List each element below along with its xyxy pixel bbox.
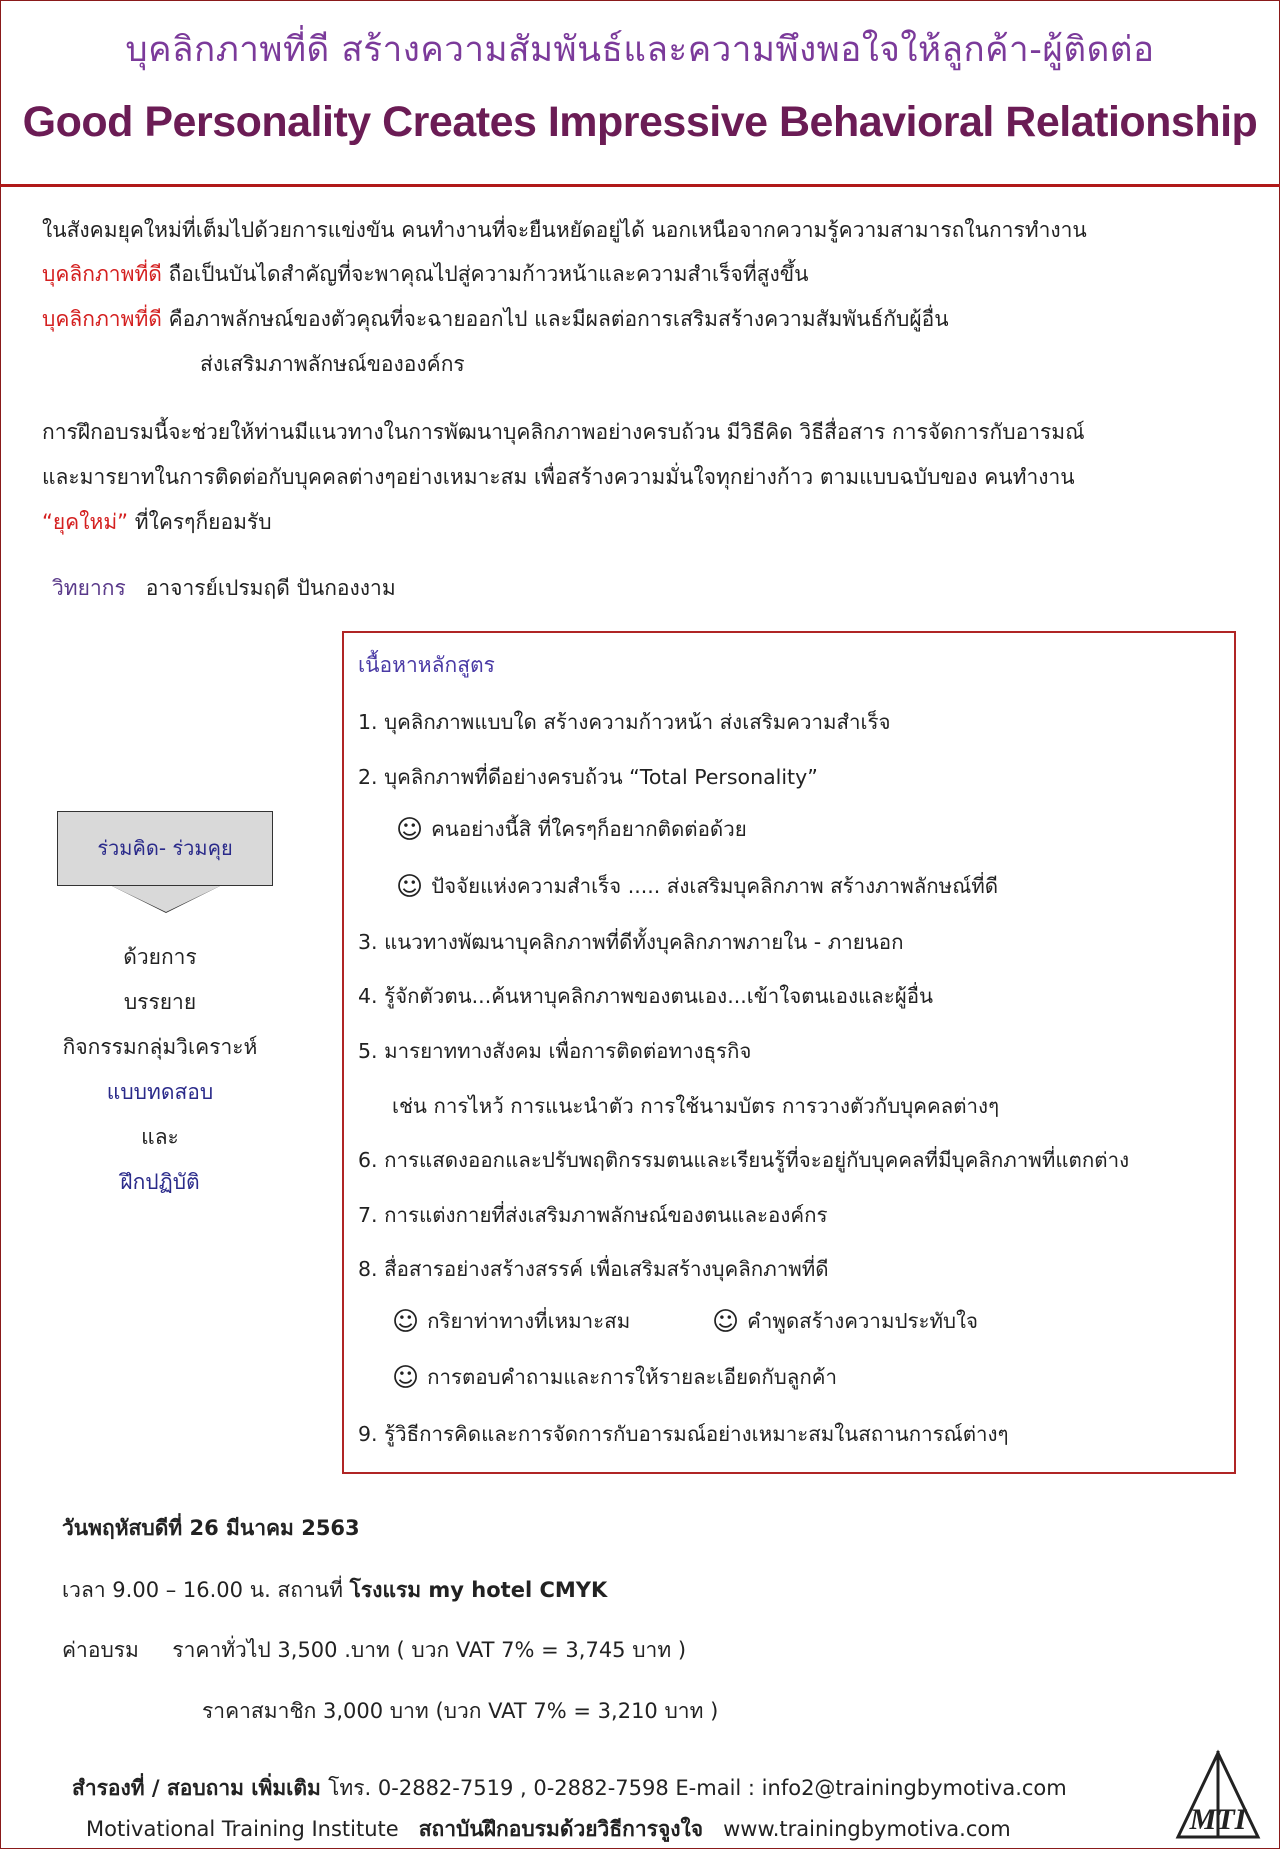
highlight-new-era: “ยุคใหม่” — [42, 510, 129, 534]
course-subitem: ☺ ปัจจัยแห่งความสำเร็จ ..... ส่งเสริมบุคลิกภาพ สร้างภาพลักษณ์ที่ดี — [396, 872, 999, 902]
speaker-label: วิทยากร — [52, 576, 126, 600]
page-title-thai: บุคลิกภาพที่ดี สร้างความสัมพันธ์และความพึงพอใจให้ลูกค้า-ผู้ติดต่อ — [125, 30, 1155, 70]
intro-line-2 — [42, 258, 808, 291]
down-arrow-icon — [112, 886, 220, 912]
page-title-english: Good Personality Creates Impressive Behavioral Relationship — [22, 98, 1258, 146]
intro-line-2-text: ถือเป็นบันไดสำคัญที่จะพาคุณไปสู่ความก้าวหน้าและความสำเร็จที่สูงขึ้น — [161, 262, 809, 286]
event-date: วันพฤหัสบดีที่ 26 มีนาคม 2563 — [62, 1516, 360, 1540]
intro-line-3-text: คือภาพลักษณ์ของตัวคุณที่จะฉายออกไป และมีผลต่อการเสริมสร้างความสัมพันธ์กับผู้อื่น — [161, 307, 949, 331]
course-item-2: 2. บุคลิกภาพที่ดีอย่างครบถ้วน “Total Personality” — [358, 765, 818, 789]
venue-name: โรงแรม my hotel CMYK — [349, 1578, 608, 1602]
method-item: แบบทดสอบ — [106, 1080, 214, 1104]
course-item-3: 3. แนวทางพัฒนาบุคลิกภาพที่ดีทั้งบุคลิกภาพภายใน - ภายนอก — [358, 930, 904, 954]
course-subitem: เช่น การไหว้ การแนะนำตัว การใช้นามบัตร การวางตัวกับบุคคลต่างๆ — [392, 1094, 1000, 1118]
header — [0, 0, 1280, 187]
website-link[interactable]: www.trainingbymotiva.com — [723, 1817, 1011, 1841]
smiley-icon: ☺ — [396, 815, 424, 845]
training-methods — [30, 935, 290, 1205]
institute-line — [86, 1813, 1011, 1846]
fee-member: ราคาสมาชิก 3,000 บาท (บวก VAT 7% = 3,210 บาท ) — [202, 1699, 719, 1723]
method-item: กิจกรรมกลุ่มวิเคราะห์ — [62, 1035, 258, 1059]
highlight-good-personality: บุคลิกภาพที่ดี — [42, 307, 162, 331]
smiley-icon: ☺ — [392, 1363, 420, 1393]
highlight-good-personality: บุคลิกภาพที่ดี — [42, 262, 162, 286]
speaker-name: อาจารย์เปรมฤดี ปันกองงาม — [145, 576, 396, 600]
course-item-8: 8. สื่อสารอย่างสร้างสรรค์ เพื่อเสริมสร้างบุคลิกภาพที่ดี — [358, 1257, 829, 1281]
course-item-9: 9. รู้วิธีการคิดและการจัดการกับอารมณ์อย่างเหมาะสมในสถานการณ์ต่างๆ — [358, 1422, 1009, 1446]
purpose-line-2: และมารยาทในการติดต่อกับบุคคลต่างๆอย่างเหมาะสม เพื่อสร้างความมั่นใจทุกย่างก้าว ตามแบบฉบับของ คนทำงาน — [42, 465, 1075, 489]
course-item-6: 6. การแสดงออกและปรับพฤติกรรมตนและเรียนรู้ที่จะอยู่กับบุคคลที่มีบุคลิกภาพที่แตกต่าง — [358, 1148, 1130, 1172]
smiley-icon: ☺ — [712, 1307, 740, 1337]
intro-line-1: ในสังคมยุคใหม่ที่เต็มไปด้วยการแข่งขัน คนทำงานที่จะยืนหยัดอยู่ได้ นอกเหนือจากความรู้ความสามารถในการทำงาน — [42, 218, 1087, 242]
fee-general: ค่าอบรม ราคาทั่วไป 3,500 .บาท ( บวก VAT 7% = 3,745 บาท ) — [62, 1638, 687, 1662]
course-subitem: ☺ กริยาท่าทางที่เหมาะสม — [392, 1307, 631, 1337]
logo-text: MTI — [1189, 1803, 1247, 1836]
event-time-venue: เวลา 9.00 – 16.00 น. สถานที่ โรงแรม my hotel CMYK — [62, 1578, 608, 1602]
intro-line-3 — [42, 303, 949, 336]
intro-line-4: ส่งเสริมภาพลักษณ์ขององค์กร — [200, 352, 465, 376]
method-item: ฝึกปฏิบัติ — [120, 1170, 200, 1194]
method-item: และ — [141, 1125, 179, 1149]
mti-logo — [1172, 1749, 1264, 1841]
course-subitem: ☺ คนอย่างนี้สิ ที่ใครๆก็อยากติดต่อด้วย — [396, 815, 747, 845]
speaker — [52, 572, 396, 605]
course-item-5: 5. มารยาททางสังคม เพื่อการติดต่อทางธุรกิจ — [358, 1039, 752, 1063]
institute-thai: สถาบันฝึกอบรมด้วยวิธีการจูงใจ — [418, 1817, 704, 1841]
smiley-icon: ☺ — [396, 872, 424, 902]
contact-line: สำรองที่ / สอบถาม เพิ่มเติม โทร. 0-2882-7519 , 0-2882-7598 E-mail : info2@trainingbymotiva.com — [72, 1776, 1067, 1800]
method-item: ด้วยการ — [123, 945, 197, 969]
course-content-title: เนื้อหาหลักสูตร — [358, 653, 495, 677]
purpose-line-1: การฝึกอบรมนี้จะช่วยให้ท่านมีแนวทางในการพัฒนาบุคลิกภาพอย่างครบถ้วน มีวิธีคิด วิธีสื่อสาร การจัดการกับอารมณ์ — [42, 420, 1085, 444]
callout-box: ร่วมคิด- ร่วมคุย — [57, 811, 273, 886]
institute-english: Motivational Training Institute — [86, 1817, 399, 1841]
course-item-1: 1. บุคลิกภาพแบบใด สร้างความก้าวหน้า ส่งเสริมความสำเร็จ — [358, 710, 891, 734]
smiley-icon: ☺ — [392, 1307, 420, 1337]
method-item: บรรยาย — [123, 990, 197, 1014]
purpose-line-3-text: ที่ใครๆก็ยอมรับ — [128, 510, 272, 534]
course-item-7: 7. การแต่งกายที่ส่งเสริมภาพลักษณ์ของตนและองค์กร — [358, 1203, 828, 1227]
course-subitem: ☺ คำพูดสร้างความประทับใจ — [712, 1307, 979, 1337]
course-subitem: ☺ การตอบคำถามและการให้รายละเอียดกับลูกค้า — [392, 1363, 837, 1393]
course-item-4: 4. รู้จักตัวตน...ค้นหาบุคลิกภาพของตนเอง...เข้าใจตนเองและผู้อื่น — [358, 984, 934, 1008]
purpose-line-3 — [42, 506, 272, 539]
fee-label: ค่าอบรม — [62, 1638, 139, 1662]
